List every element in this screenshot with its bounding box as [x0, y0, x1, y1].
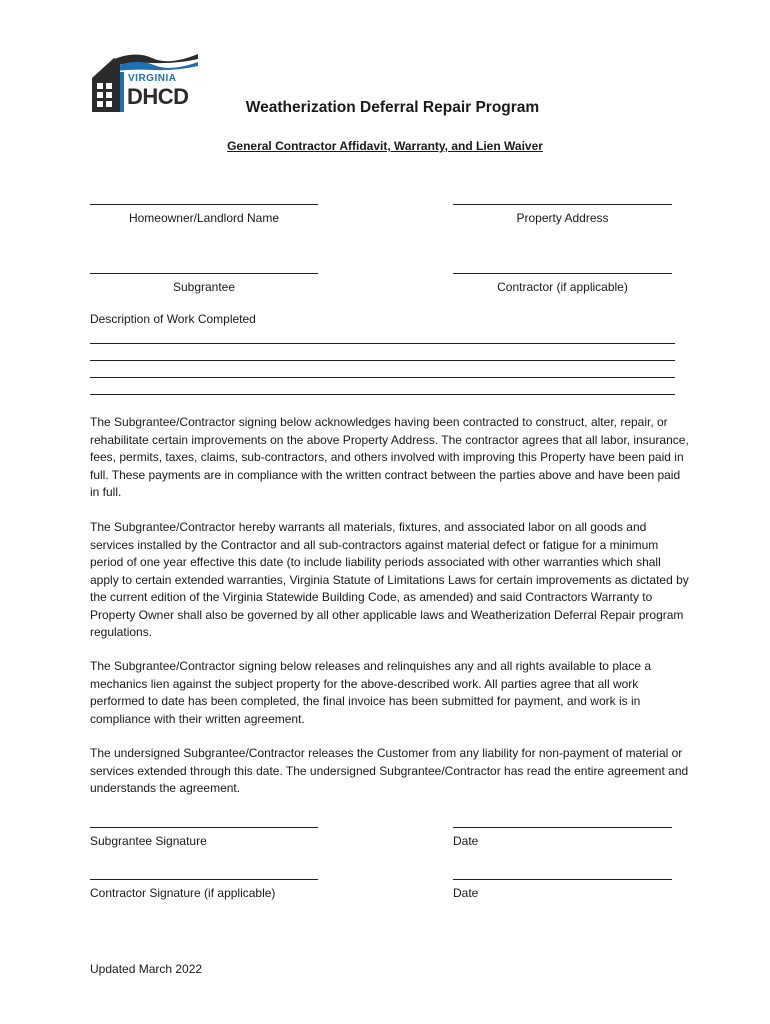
description-line-1[interactable] [90, 343, 675, 344]
date-field-2[interactable] [453, 879, 672, 900]
description-line-2[interactable] [90, 360, 675, 361]
paragraph-acknowledgement: The Subgrantee/Contractor signing below acknowledges having been contracted to construct, alter, repair, or rehabilitate certain improvements on the above Property Address. The contractor agrees that all labor, insurance, fees, permits, taxes, claims, sub-contractors, and others involved with improving this Property have been paid in full. These payments are in compliance with the written contract between the parties above and have been paid in full. [90, 415, 689, 499]
subgrantee-field[interactable] [90, 273, 318, 294]
date-label-1: Date [453, 834, 479, 848]
property-address-label: Property Address [516, 211, 609, 225]
logo-state-text: VIRGINIA [128, 73, 177, 84]
subgrantee-signature-label: Subgrantee Signature [90, 834, 207, 848]
homeowner-field[interactable] [90, 204, 318, 225]
paragraph-release: The undersigned Subgrantee/Contractor releases the Customer from any liability for non-payment of material or services extended through this date. The undersigned Subgrantee/Contractor has read the entire agreement and understands the agreement. [90, 746, 689, 795]
page-title: Weatherization Deferral Repair Program [245, 99, 540, 116]
paragraph-warranty: The Subgrantee/Contractor hereby warrants all materials, fixtures, and associated labor on all goods and services installed by the Contractor and all sub-contractors against material defect or fatigue for a minimum period of one year effective this date (to include liability periods associated with other warranties which shall apply to certain extended warranties, Virginia Statute of Limitations Laws for certain improvements as dictated by the current edition of the Virginia Statewide Building Code, as amended) and said Contractors Warranty to Property Owner shall also be governed by all other applicable laws and Weatherization Deferral Repair program regulations. [90, 520, 689, 639]
contractor-label: Contractor (if applicable) [497, 280, 628, 294]
description-line-4[interactable] [90, 394, 675, 395]
updated-date: Updated March 2022 [90, 962, 203, 976]
contractor-field[interactable] [453, 273, 672, 294]
homeowner-label: Homeowner/Landlord Name [128, 211, 280, 225]
description-line-3[interactable] [90, 377, 675, 378]
paragraph-lien-waiver: The Subgrantee/Contractor signing below releases and relinquishes any and all rights available to place a mechanics lien against the subject property for the above-described work. All parties agree that all work performed to date has been completed, the final invoice has been submitted for payment, and work is in compliance with their written agreement. [90, 659, 652, 726]
contractor-signature-field[interactable] [90, 879, 318, 900]
date-field-1[interactable] [453, 827, 672, 848]
contractor-signature-label: Contractor Signature (if applicable) [90, 886, 276, 900]
description-label: Description of Work Completed [90, 312, 256, 326]
subgrantee-signature-field[interactable] [90, 827, 318, 848]
property-address-field[interactable] [453, 204, 672, 225]
date-label-2: Date [453, 886, 479, 900]
page-subtitle: General Contractor Affidavit, Warranty, and Lien Waiver [227, 139, 543, 153]
logo-agency-text: DHCD [127, 84, 189, 109]
subgrantee-label: Subgrantee [172, 280, 236, 294]
